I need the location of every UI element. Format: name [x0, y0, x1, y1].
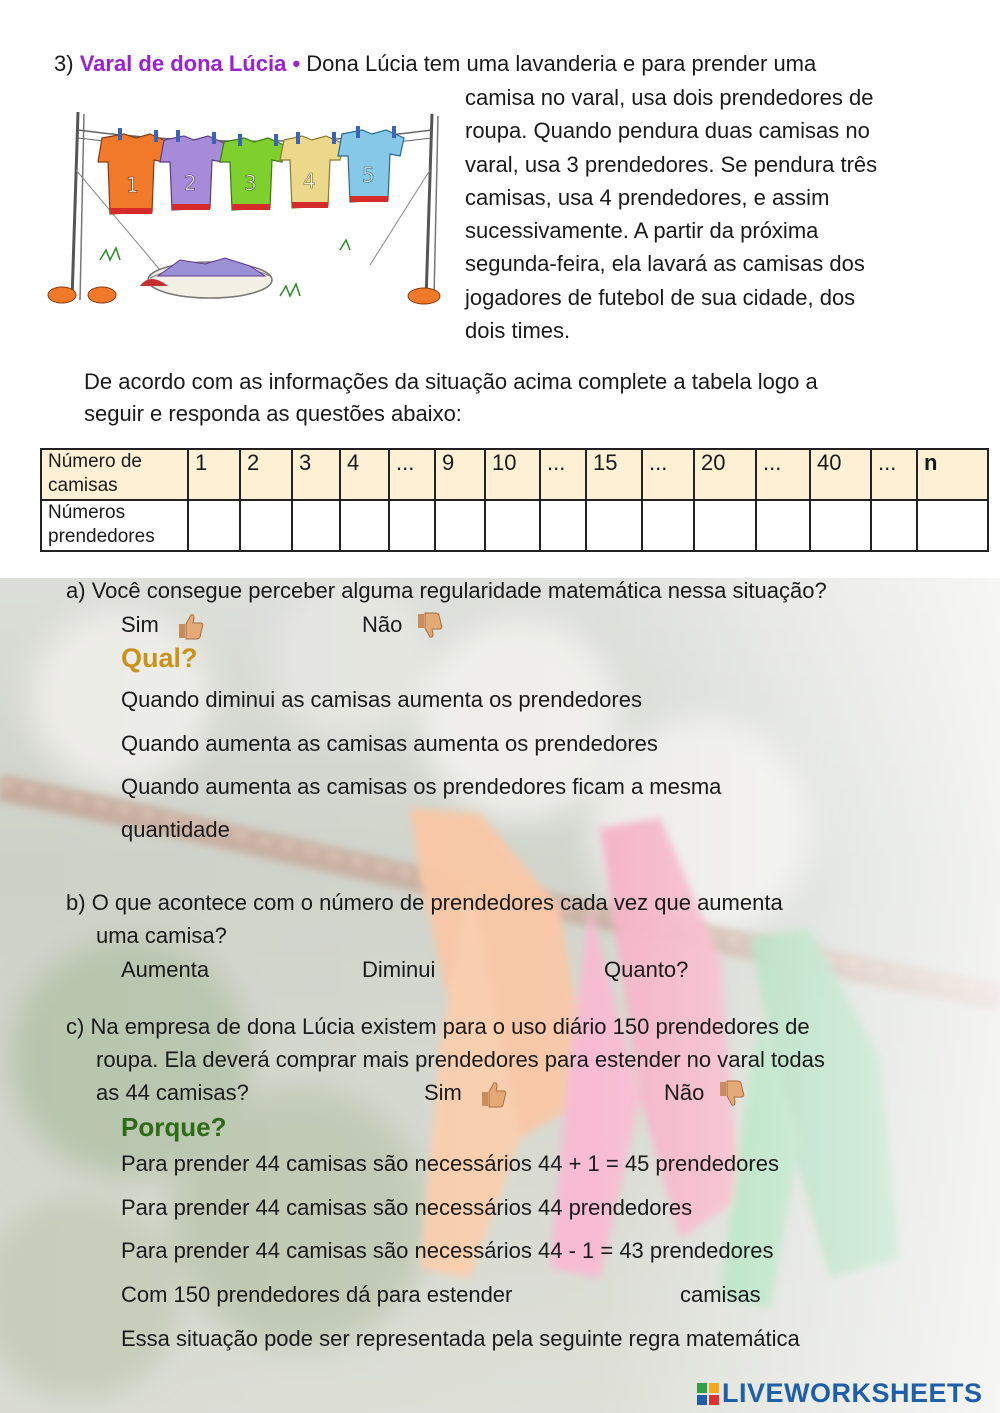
answer-cell[interactable] — [389, 500, 435, 551]
answer-cell[interactable] — [485, 500, 540, 551]
shirt-number-1: 1 — [126, 173, 139, 197]
shirt-3 — [220, 138, 286, 210]
answer-cell[interactable] — [756, 500, 810, 551]
qa-no-option[interactable]: Não — [362, 608, 444, 641]
qc-rule-text: Essa situação pode ser representada pela seguinte regra matemática — [121, 1326, 800, 1351]
answer-cell[interactable] — [435, 500, 485, 551]
intro-line: segunda-feira, ela lavará as camisas dos — [465, 251, 865, 277]
table-cell: 1 — [188, 449, 240, 500]
qc-fill-in-unit: camisas — [680, 1282, 761, 1307]
table-cell: 9 — [435, 449, 485, 500]
intro-line: camisa no varal, usa dois prendedores de — [465, 85, 874, 110]
liveworksheets-logo-text: LIVEWORKSHEETS — [722, 1378, 983, 1408]
qc-fill-in-text: Com 150 prendedores dá para estender — [121, 1282, 513, 1307]
table-cell: n — [917, 449, 988, 500]
table-cell: 40 — [810, 449, 871, 500]
table-cell: 4 — [340, 449, 389, 500]
answer-cell[interactable] — [871, 500, 917, 551]
qc-no-option[interactable]: Não — [664, 1076, 746, 1109]
qa-answer-option-2[interactable]: Quando aumenta as camisas aumenta os prendedores — [121, 731, 658, 756]
qc-answer-option-2[interactable]: Para prender 44 camisas são necessários 44 prendedores — [121, 1195, 693, 1220]
intro-line: roupa. Quando pendura duas camisas no — [465, 118, 870, 144]
thumbs-down-icon — [414, 611, 444, 641]
qc-shirts-answer-input[interactable] — [572, 1282, 672, 1308]
qc-yes-option[interactable]: Sim — [424, 1076, 508, 1109]
clothesline-illustration — [40, 100, 450, 315]
table-cell: ... — [540, 449, 586, 500]
question-b: b) O que acontece com o número de prendedores cada vez que aumenta — [66, 890, 783, 915]
shirts-clothespins-table — [40, 448, 989, 552]
answer-cell[interactable] — [694, 500, 756, 551]
qb-option-decrease[interactable]: Diminui — [362, 957, 436, 982]
table-row-clothespins — [41, 500, 988, 551]
shirt-4 — [280, 136, 344, 208]
section-title: Varal de dona Lúcia — [79, 51, 287, 76]
shirt-number-4: 4 — [303, 169, 316, 193]
answer-cell[interactable] — [810, 500, 871, 551]
shirt-2 — [160, 136, 226, 210]
question-c: c) Na empresa de dona Lúcia existem para o uso diário 150 prendedores de — [66, 1014, 810, 1039]
question-c-line2: roupa. Ela deverá comprar mais prendedores para estender no varal todas — [96, 1047, 825, 1072]
instructions: De acordo com as informações da situação acima complete a tabela logo a seguir e responda as questões abaixo: — [84, 369, 818, 426]
porque-heading: Porque? — [121, 1112, 227, 1142]
title-bullet: • — [292, 51, 301, 76]
shirt-1 — [98, 134, 168, 214]
table-cell: 15 — [586, 449, 642, 500]
table-row-shirts — [41, 449, 988, 500]
thumbs-down-icon — [716, 1079, 746, 1109]
table-cell: ... — [871, 449, 917, 500]
answer-cell[interactable] — [540, 500, 586, 551]
intro-paragraph — [465, 81, 877, 347]
table-cell: ... — [756, 449, 810, 500]
question-a: a) Você consegue perceber alguma regularidade matemática nessa situação? — [66, 578, 827, 603]
intro-first-line: Dona Lúcia tem uma lavanderia e para prender uma — [306, 51, 817, 76]
qa-answer-option-3[interactable]: Quando aumenta as camisas os prendedores ficam a mesma — [121, 774, 722, 799]
section-heading — [54, 47, 816, 80]
answer-cell[interactable] — [240, 500, 292, 551]
section-number: 3) — [54, 51, 74, 76]
qc-answer-option-3[interactable]: Para prender 44 camisas são necessários 44 - 1 = 43 prendedores — [121, 1238, 774, 1263]
shirt-number-3: 3 — [244, 171, 257, 195]
liveworksheets-logo — [697, 1378, 983, 1409]
qc-answer-option-1[interactable]: Para prender 44 camisas são necessários 44 + 1 = 45 prendedores — [121, 1151, 779, 1176]
answer-cell[interactable] — [642, 500, 694, 551]
table-cell: ... — [389, 449, 435, 500]
intro-line: jogadores de futebol de sua cidade, dos — [465, 284, 856, 310]
table-cell: 3 — [292, 449, 340, 500]
table-cell: ... — [642, 449, 694, 500]
qual-heading: Qual? — [121, 643, 198, 673]
intro-line: camisas, usa 4 prendedores, e assim — [465, 184, 830, 210]
qa-answer-option-3-cont[interactable]: quantidade — [121, 817, 230, 842]
row-header-clothespins: Números prendedores — [41, 500, 188, 551]
answer-cell[interactable] — [586, 500, 642, 551]
answer-cell[interactable] — [292, 500, 340, 551]
row-header-shirts: Número de camisas — [41, 449, 188, 500]
liveworksheets-logo-icon — [697, 1383, 719, 1405]
qa-yes-option[interactable]: Sim — [121, 608, 205, 641]
answer-cell[interactable] — [340, 500, 389, 551]
table-cell: 2 — [240, 449, 292, 500]
intro-line: varal, usa 3 prendedores. Se pendura três — [465, 151, 878, 177]
shirt-number-2: 2 — [184, 171, 197, 195]
thumbs-up-icon — [478, 1079, 508, 1109]
intro-line: dois times. — [465, 318, 571, 344]
answer-cell[interactable] — [917, 500, 988, 551]
intro-line: sucessivamente. A partir da próxima — [465, 218, 819, 244]
table-cell: 10 — [485, 449, 540, 500]
thumbs-up-icon — [175, 611, 205, 641]
question-c-line3: as 44 camisas? — [96, 1080, 249, 1105]
qb-option-increase[interactable]: Aumenta — [121, 957, 210, 982]
answer-cell[interactable] — [188, 500, 240, 551]
qb-how-much-label: Quanto? — [604, 957, 689, 982]
shirt-number-5: 5 — [362, 163, 375, 187]
question-b-line2: uma camisa? — [96, 923, 227, 948]
qa-answer-option-1[interactable]: Quando diminui as camisas aumenta os prendedores — [121, 687, 642, 712]
shirt-5 — [338, 130, 404, 202]
table-cell: 20 — [694, 449, 756, 500]
